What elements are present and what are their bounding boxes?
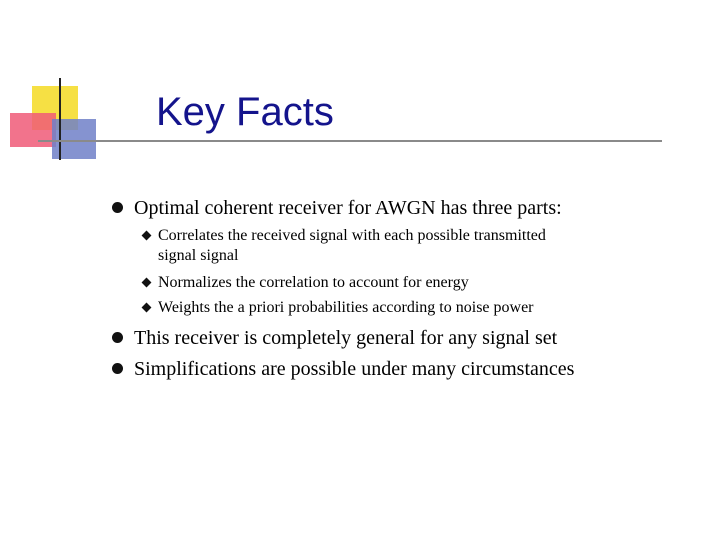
bullet-dot-icon [112,332,123,343]
bullet-item: Simplifications are possible under many circumstances [134,358,575,380]
bullet-dot-icon [112,363,123,374]
bullet-item: Optimal coherent receiver for AWGN has three parts: [134,197,562,219]
sub-bullet-diamond-icon [142,278,152,288]
sub-bullet-item-continuation: signal signal [158,247,239,264]
sub-bullet-diamond-icon [142,303,152,313]
sub-bullet-diamond-icon [142,231,152,241]
bullet-dot-icon [112,202,123,213]
slide-title: Key Facts [156,90,334,134]
sub-bullet-item: Normalizes the correlation to account for energy [158,274,469,291]
sub-bullet-item: Correlates the received signal with each possible transmitted [158,227,546,244]
sub-bullet-item: Weights the a priori probabilities according to noise power [158,299,534,316]
bullet-item: This receiver is completely general for any signal set [134,327,558,349]
